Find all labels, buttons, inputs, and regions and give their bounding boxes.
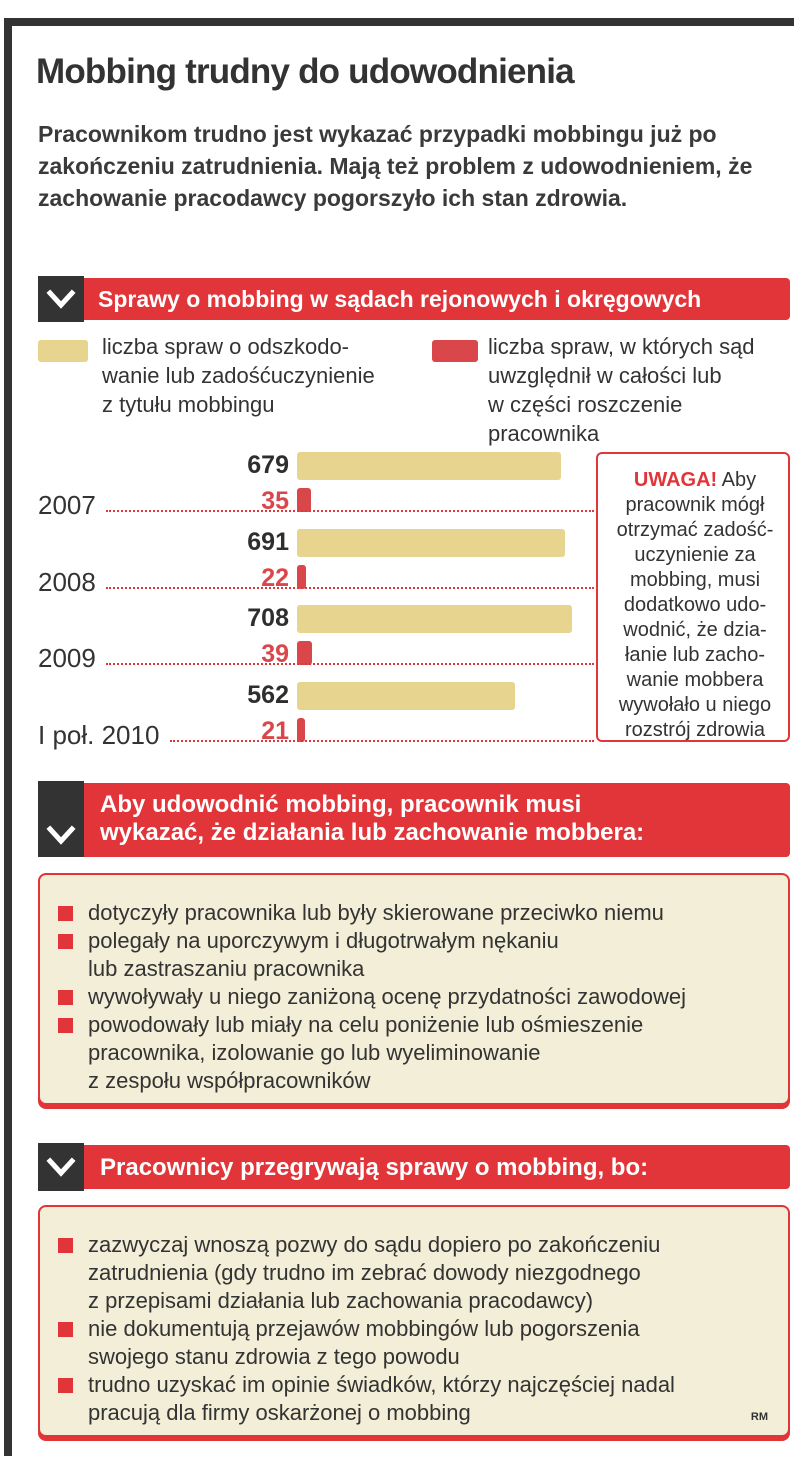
- chevron-down-icon: [38, 276, 84, 322]
- text-line: wodnić, że dzia-: [623, 619, 767, 641]
- data-label-total: 691: [247, 527, 289, 556]
- text-line: z zespołu współpracowników: [88, 1068, 371, 1093]
- frame-left-border: [4, 18, 12, 1456]
- requirements-box: [38, 873, 790, 1105]
- text-line: pracownik mógł: [625, 494, 765, 516]
- text-line: Aby: [721, 469, 757, 491]
- note-text: [617, 469, 774, 741]
- legend-label-total: [102, 332, 375, 419]
- bar-total: [297, 605, 572, 633]
- bar-total: [297, 682, 515, 710]
- page-title: Mobbing trudny do udowodnienia: [36, 52, 574, 91]
- text-line: wanie mobbera: [626, 669, 764, 691]
- category-label: 2008: [38, 566, 96, 597]
- section3-heading: Pracownicy przegrywają sprawy o mobbing, bo:: [100, 1154, 649, 1181]
- text-line: otrzymać zadość-: [616, 519, 774, 541]
- bullet-square-icon: [58, 1322, 73, 1337]
- text-line: Aby udowodnić mobbing, pracownik musi: [100, 791, 582, 818]
- list-item: [56, 899, 776, 927]
- text-line: dodatkowo udo-: [623, 594, 767, 616]
- text-line: w części roszczenie: [488, 392, 683, 417]
- text-line: nie dokumentują przejawów mobbingów lub pogorszenia: [88, 1316, 640, 1341]
- chevron-down-icon: [38, 1143, 84, 1191]
- reasons-box: [38, 1205, 790, 1437]
- text-line: wywoływały u niego zaniżoną ocenę przydatności zawodowej: [88, 984, 686, 1009]
- data-label-total: 708: [247, 604, 289, 632]
- dotted-leader-line: [106, 663, 594, 665]
- bullet-square-icon: [58, 1238, 73, 1253]
- note-highlight: UWAGA!: [633, 469, 718, 491]
- bullet-square-icon: [58, 934, 73, 949]
- text-line: liczba spraw o odszkodo-: [102, 334, 350, 359]
- author-credit: RM: [750, 1411, 768, 1423]
- bullet-square-icon: [58, 1018, 73, 1033]
- bar-total: [297, 529, 565, 557]
- list-item: [56, 1315, 776, 1371]
- text-line: lub zastraszaniu pracownika: [88, 956, 365, 981]
- bar-total: [297, 452, 561, 480]
- text-line: pracownika, izolowanie go lub wyeliminowanie: [88, 1040, 541, 1065]
- list-item: [56, 983, 776, 1011]
- text-line: zazwyczaj wnoszą pozwy do sądu dopiero po zakończeniu: [88, 1232, 661, 1257]
- text-line: pracownika: [488, 421, 600, 446]
- text-line: łanie lub zacho-: [624, 644, 766, 666]
- requirements-list: [56, 899, 776, 1095]
- data-label-won: 39: [261, 640, 289, 668]
- text-line: powodowały lub miały na celu poniżenie lub ośmieszenie: [88, 1012, 644, 1037]
- legend-swatch-total: [38, 340, 88, 362]
- dotted-leader-line: [170, 740, 594, 742]
- dotted-leader-line: [106, 587, 594, 589]
- section2-heading: [100, 791, 644, 847]
- bar-won: [297, 718, 305, 742]
- category-label: 2007: [38, 490, 96, 520]
- reasons-list: [56, 1231, 776, 1427]
- frame-top-border: [4, 18, 794, 26]
- text-line: rozstrój zdrowia: [624, 719, 766, 741]
- section1-heading: Sprawy o mobbing w sądach rejonowych i okręgowych: [98, 286, 702, 312]
- text-line: mobbing, musi: [629, 569, 761, 591]
- data-label-total: 679: [247, 451, 289, 479]
- dotted-leader-line: [106, 510, 594, 512]
- list-item: [56, 1371, 776, 1427]
- text-line: polegały na uporczywym i długotrwałym nękaniu: [88, 928, 559, 953]
- text-line: dotyczyły pracownika lub były skierowane przeciwko niemu: [88, 900, 664, 925]
- legend-label-won: [488, 332, 755, 448]
- data-label-won: 21: [261, 716, 289, 745]
- text-line: pracują dla firmy oskarżonej o mobbing: [88, 1400, 471, 1425]
- category-label: 2009: [38, 643, 96, 673]
- chevron-down-icon: [38, 781, 84, 857]
- bar-won: [297, 641, 312, 665]
- data-label-won: 35: [261, 487, 289, 515]
- bar-won: [297, 565, 306, 589]
- text-line: z tytułu mobbingu: [102, 392, 275, 417]
- list-item: [56, 1231, 776, 1315]
- text-line: zatrudnienia (gdy trudno im zebrać dowody niezgodnego: [88, 1260, 641, 1285]
- data-label-total: 562: [247, 680, 289, 709]
- warning-note: [596, 452, 790, 742]
- text-line: uwzględnił w całości lub: [488, 363, 722, 388]
- bullet-square-icon: [58, 990, 73, 1005]
- legend-swatch-won: [432, 340, 478, 362]
- bullet-square-icon: [58, 906, 73, 921]
- bullet-square-icon: [58, 1378, 73, 1393]
- text-line: z przepisami działania lub zachowania pracodawcy): [88, 1288, 594, 1313]
- text-line: wywołało u niego: [618, 694, 772, 716]
- section3-heading-band: [38, 1145, 790, 1189]
- section2-heading-band: [38, 783, 790, 857]
- bar-won: [297, 488, 311, 512]
- text-line: wanie lub zadośćuczynienie: [102, 363, 375, 388]
- category-label: I poł. 2010: [38, 719, 160, 750]
- text-line: uczynienie za: [634, 544, 756, 566]
- text-line: wykazać, że działania lub zachowanie mobbera:: [100, 819, 645, 846]
- data-label-won: 22: [261, 563, 289, 592]
- text-line: liczba spraw, w których sąd: [488, 334, 755, 359]
- lead-paragraph: Pracownikom trudno jest wykazać przypadki mobbingu już po zakończeniu zatrudnienia. Mają też problem z udowodnieniem, że zachowanie pracodawcy pogorszyło ich stan zdrowia.: [38, 121, 753, 211]
- text-line: swojego stanu zdrowia z tego powodu: [88, 1344, 460, 1369]
- text-line: trudno uzyskać im opinie świadków, którzy najczęściej nadal: [88, 1372, 675, 1397]
- section1-heading-band: [38, 278, 790, 320]
- list-item: [56, 927, 776, 983]
- list-item: [56, 1011, 776, 1095]
